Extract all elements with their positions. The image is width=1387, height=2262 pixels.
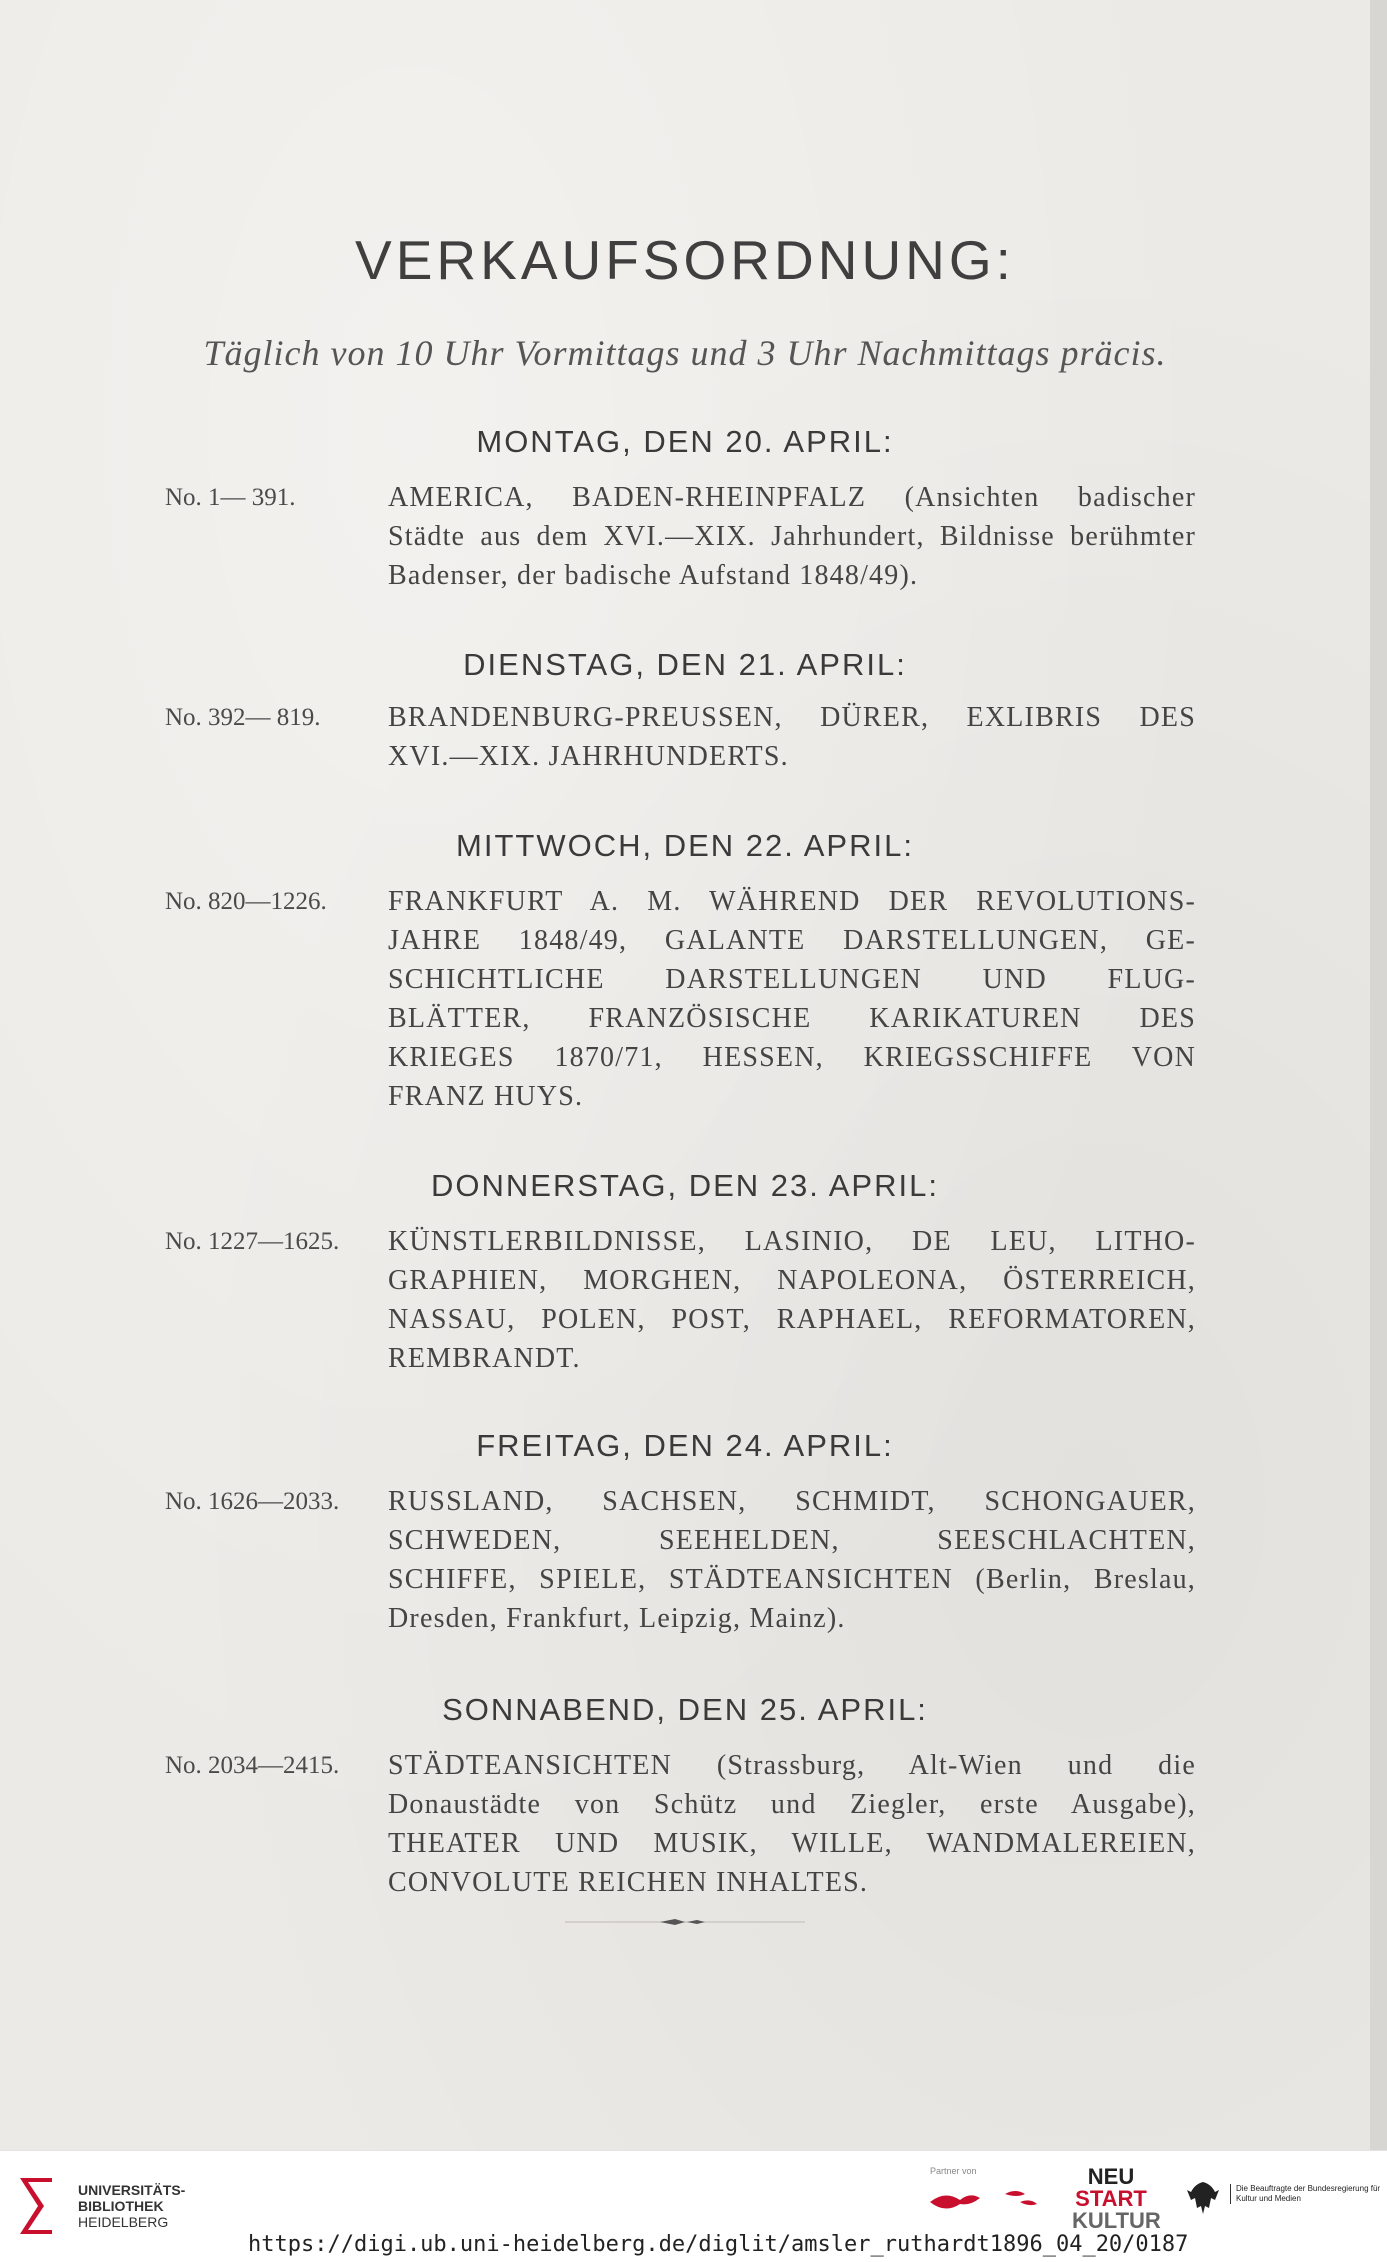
library-line: HEIDELBERG — [78, 2214, 169, 2230]
entry-description — [388, 1746, 1196, 1902]
day-heading-wednesday: MITTWOCH, DEN 22. APRIL: — [456, 828, 914, 863]
desc-line: STÄDTEANSICHTEN (Strassburg, Alt-Wien und die — [388, 1750, 1196, 1781]
desc-line: FRANZ HUYS. — [388, 1081, 584, 1112]
day-heading-friday: FREITAG, DEN 24. APRIL: — [476, 1428, 894, 1463]
entry-description — [388, 478, 1196, 595]
desc-line: KÜNSTLERBILDNISSE, LASINIO, DE LEU, LITHO- — [388, 1226, 1196, 1257]
day-heading-tuesday: DIENSTAG, DEN 21. APRIL: — [463, 647, 907, 682]
lot-range: No. 820—1226. — [165, 888, 327, 915]
desc-line: GRAPHIEN, MORGHEN, NAPOLEONA, ÖSTERREICH, — [388, 1265, 1196, 1296]
desc-line: SCHIFFE, SPIELE, STÄDTEANSICHTEN (Berlin, Breslau, — [388, 1564, 1196, 1595]
entry-description — [388, 882, 1196, 1116]
desc-line: CONVOLUTE REICHEN INHALTES. — [388, 1867, 869, 1898]
desc-line: NASSAU, POLEN, POST, RAPHAEL, REFORMATOREN, — [388, 1304, 1196, 1335]
day-heading-monday: MONTAG, DEN 20. APRIL: — [476, 424, 894, 459]
partner-bird-icon — [925, 2180, 1045, 2220]
lot-range: No. 1— 391. — [165, 484, 296, 511]
page-url[interactable]: https://digi.ub.uni-heidelberg.de/diglit/amsler_ruthardt1896_04_20/0187 — [248, 2232, 1189, 2257]
library-line: BIBLIOTHEK — [78, 2198, 164, 2214]
day-heading-thursday: DONNERSTAG, DEN 23. APRIL: — [431, 1168, 939, 1203]
neustart-line: NEU — [1087, 2164, 1135, 2189]
desc-line: Städte aus dem XVI.—XIX. Jahrhundert, Bildnisse berühmter — [388, 521, 1196, 552]
partner-label: Partner von — [930, 2166, 977, 2176]
desc-line: XVI.—XIX. JAHRHUNDERTS. — [388, 741, 789, 772]
ub-heidelberg-label[interactable] — [78, 2182, 185, 2230]
desc-line: Donaustädte von Schütz und Ziegler, erste Ausgabe), — [388, 1789, 1196, 1820]
desc-line: SCHWEDEN, SEEHELDEN, SEESCHLACHTEN, — [388, 1525, 1196, 1556]
desc-line: Dresden, Frankfurt, Leipzig, Mainz). — [388, 1603, 846, 1634]
neustart-line: KULTUR — [1072, 2208, 1161, 2233]
lot-range: No. 2034—2415. — [165, 1752, 340, 1779]
ornament-divider — [565, 1917, 805, 1927]
desc-line: AMERICA, BADEN-RHEINPFALZ (Ansichten badischer — [388, 482, 1196, 513]
entry-description — [388, 698, 1196, 776]
lot-range: No. 1626—2033. — [165, 1488, 340, 1515]
desc-line: KRIEGES 1870/71, HESSEN, KRIEGSSCHIFFE VON — [388, 1042, 1196, 1073]
desc-line: BLÄTTER, FRANZÖSISCHE KARIKATUREN DES — [388, 1003, 1196, 1034]
desc-line: JAHRE 1848/49, GALANTE DARSTELLUNGEN, GE- — [388, 925, 1196, 956]
bkm-label[interactable]: Die Beauftragte der Bundesregierung für Kultur und Medien — [1230, 2184, 1386, 2204]
page-title: VERKAUFSORDNUNG: — [355, 229, 1015, 291]
neustart-kultur-logo[interactable] — [1072, 2164, 1161, 2233]
entry-description — [388, 1482, 1196, 1638]
lot-range: No. 1227—1625. — [165, 1228, 340, 1255]
entry-description — [388, 1222, 1196, 1378]
scan-edge — [1370, 0, 1387, 2150]
lot-range: No. 392— 819. — [165, 704, 321, 731]
desc-line: Badenser, der badische Aufstand 1848/49). — [388, 560, 919, 591]
page-subtitle: Täglich von 10 Uhr Vormittags und 3 Uhr Nachmittags präcis. — [203, 333, 1167, 373]
desc-line: BRANDENBURG-PREUSSEN, DÜRER, EXLIBRIS DES — [388, 702, 1196, 733]
neustart-line: START — [1075, 2186, 1147, 2211]
library-line: UNIVERSITÄTS- — [78, 2182, 186, 2198]
desc-line: REMBRANDT. — [388, 1343, 581, 1374]
desc-line: RUSSLAND, SACHSEN, SCHMIDT, SCHONGAUER, — [388, 1486, 1196, 1517]
ub-heidelberg-logo-icon[interactable] — [14, 2170, 59, 2240]
day-heading-saturday: SONNABEND, DEN 25. APRIL: — [442, 1692, 928, 1727]
federal-eagle-icon — [1185, 2178, 1221, 2218]
desc-line: SCHICHTLICHE DARSTELLUNGEN UND FLUG- — [388, 964, 1196, 995]
desc-line: FRANKFURT A. M. WÄHREND DER REVOLUTIONS- — [388, 886, 1196, 917]
desc-line: THEATER UND MUSIK, WILLE, WANDMALEREIEN, — [388, 1828, 1196, 1859]
